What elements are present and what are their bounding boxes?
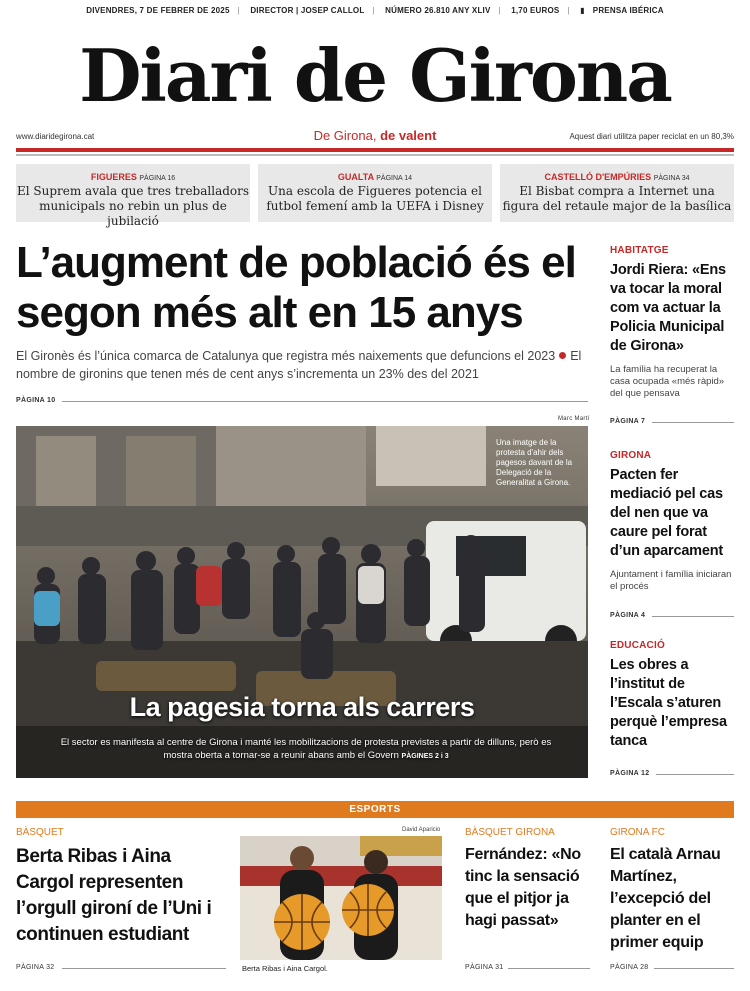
sidebar-story[interactable] xyxy=(610,245,734,400)
sidebar-page-ref[interactable]: PÀGINA 7 xyxy=(610,418,646,425)
sidebar-page-ref[interactable]: PÀGINA 12 xyxy=(610,770,650,777)
page-ref-rule xyxy=(508,968,590,969)
edition-number: NÚMERO 26.810 ANY XLIV xyxy=(385,6,491,15)
teaser-place: GUALTA xyxy=(337,172,374,182)
edition-director: DIRECTOR | JOSEP CALLOL xyxy=(250,6,365,15)
sidebar-headline[interactable]: Les obres a l’institut de l’Escala s’aturen perquè l’empresa tanca xyxy=(610,657,727,749)
page-ref-rule xyxy=(652,422,734,423)
sidebar-body: Ajuntament i família iniciaran el procés xyxy=(610,569,732,592)
page-ref-rule xyxy=(652,616,734,617)
lead-page-ref[interactable]: PÀGINA 10 xyxy=(16,397,56,404)
teaser-page: PÀGINA 16 xyxy=(139,175,176,182)
sidebar-body: La família ha recuperat la casa ocupada «més ràpid» del que pensava xyxy=(610,364,725,399)
teaser-strip xyxy=(16,164,734,228)
teaser-text: El Bisbat compra a Internet una figura del retaule major de la basílica xyxy=(502,184,732,213)
page-ref-rule xyxy=(656,774,734,775)
photo-caption xyxy=(46,736,566,763)
sports-kicker: BÀSQUET GIRONA xyxy=(465,827,555,838)
photo-title[interactable]: La pagesia torna als carrers xyxy=(129,692,475,722)
teaser-tag xyxy=(258,172,492,182)
sports-headline[interactable]: Berta Ribas i Aina Cargol representen l’orgull gironí de l’Uni i continuen estudiant xyxy=(16,846,212,945)
recycle-note: Aquest diari utilitza paper reciclat en un 80,3% xyxy=(569,132,734,141)
basketball-players-image xyxy=(240,836,442,960)
sidebar-page-ref[interactable]: PÀGINA 4 xyxy=(610,612,646,619)
sidebar-story[interactable] xyxy=(610,450,734,593)
sports-headline[interactable]: El català Arnau Martínez, l’excepció del planter en el primer equip xyxy=(610,846,721,951)
teaser-item[interactable] xyxy=(500,164,734,222)
page-ref-rule xyxy=(62,401,588,402)
teaser-item[interactable] xyxy=(258,164,492,222)
masthead-divider xyxy=(16,148,734,152)
masthead-divider-thin xyxy=(16,154,734,156)
teaser-page: PÀGINA 34 xyxy=(653,175,690,182)
sports-page-ref[interactable]: PÀGINA 28 xyxy=(610,964,649,971)
sports-headline[interactable]: Fernández: «No tinc la sensació que el pitjor ja hagi passat» xyxy=(465,846,581,929)
sports-kicker: BÀSQUET xyxy=(16,827,64,838)
sidebar-headline[interactable]: Jordi Riera: «Ens va tocar la moral com va actuar la Policia Municipal de Girona» xyxy=(610,262,726,354)
teaser-text: Una escola de Figueres potencia el futbol femení amb la UEFA i Disney xyxy=(266,184,484,213)
lead-headline[interactable]: L’augment de població és el segon més alt en 15 anys xyxy=(16,238,576,337)
publisher-logo-icon: ▮ xyxy=(580,6,585,15)
photo-caption-text: El sector es manifesta al centre de Girona i manté les mobilitzacions de protesta previstes a partir de dilluns, però es mostra oberta a tornar-se a reunir abans amb el Govern xyxy=(60,737,552,761)
sports-story[interactable] xyxy=(465,827,591,932)
bullet-icon xyxy=(559,352,566,359)
photo-inset-caption: Una imatge de la protesta d'ahir dels pagesos davant de la Delegació de la Generalitat a Girona. xyxy=(496,438,573,487)
sidebar-kicker: EDUCACIÓ xyxy=(610,640,665,651)
teaser-tag xyxy=(500,172,734,182)
sports-page-ref[interactable]: PÀGINA 32 xyxy=(16,964,55,971)
sports-story[interactable] xyxy=(610,827,734,954)
sports-kicker: GIRONA FC xyxy=(610,827,666,838)
edition-date: DIVENDRES, 7 DE FEBRER DE 2025 xyxy=(86,6,230,15)
teaser-place: FIGUERES xyxy=(90,172,137,182)
standfirst-part-a: El Gironès és l’única comarca de Catalunya que registra més naixements que defuncions el 2023 xyxy=(16,349,556,363)
sidebar-story[interactable] xyxy=(610,640,734,751)
teaser-tag xyxy=(16,172,250,182)
edition-info-bar: DIVENDRES, 7 DE FEBRER DE 2025 | DIRECTOR | JOSEP CALLOL | NÚMERO 26.810 ANY XLIV | 1,70 EUROS | ▮ PRENSA IBÉRICA xyxy=(86,6,664,15)
teaser-page: PÀGINA 14 xyxy=(376,175,413,182)
sports-page-ref[interactable]: PÀGINA 31 xyxy=(465,964,504,971)
edition-price: 1,70 EUROS xyxy=(511,6,560,15)
sports-photo[interactable] xyxy=(240,836,442,960)
teaser-item[interactable] xyxy=(16,164,250,228)
photo-credit: Marc Martí xyxy=(558,416,590,422)
slogan-part-a: De Girona, xyxy=(313,128,381,143)
sidebar-headline[interactable]: Pacten fer mediació pel cas del nen que va caure pel forat d’un aparcament xyxy=(610,467,724,559)
sidebar-kicker: GIRONA xyxy=(610,450,652,461)
edition-group: PRENSA IBÉRICA xyxy=(592,6,664,15)
sidebar-kicker: HABITATGE xyxy=(610,245,669,256)
teaser-place: CASTELLÓ D'EMPÚRIES xyxy=(544,172,652,182)
lead-photo[interactable] xyxy=(16,426,588,778)
photo-page-ref[interactable]: PÀGINES 2 i 3 xyxy=(401,753,449,760)
masthead-subline xyxy=(16,128,734,146)
sports-photo-credit: David Aparicio xyxy=(402,827,441,833)
sports-story[interactable] xyxy=(16,827,230,948)
masthead-title[interactable]: Diari de Girona xyxy=(79,33,671,118)
page-ref-rule xyxy=(654,968,734,969)
lead-standfirst xyxy=(16,347,588,383)
standfirst-part-b: El nombre de gironins que tenen més de cent anys s’incrementa un 23% des del 2021 xyxy=(16,349,582,381)
page-ref-rule xyxy=(62,968,226,969)
website-link[interactable]: www.diaridegirona.cat xyxy=(16,132,95,141)
slogan-part-b: de valent xyxy=(380,128,437,143)
sports-section-bar[interactable]: ESPORTS xyxy=(16,801,734,818)
sports-photo-caption: Berta Ribas i Aina Cargol. xyxy=(242,964,328,973)
teaser-text: El Suprem avala que tres treballadors municipals no rebin un plus de jubilació xyxy=(16,184,250,228)
